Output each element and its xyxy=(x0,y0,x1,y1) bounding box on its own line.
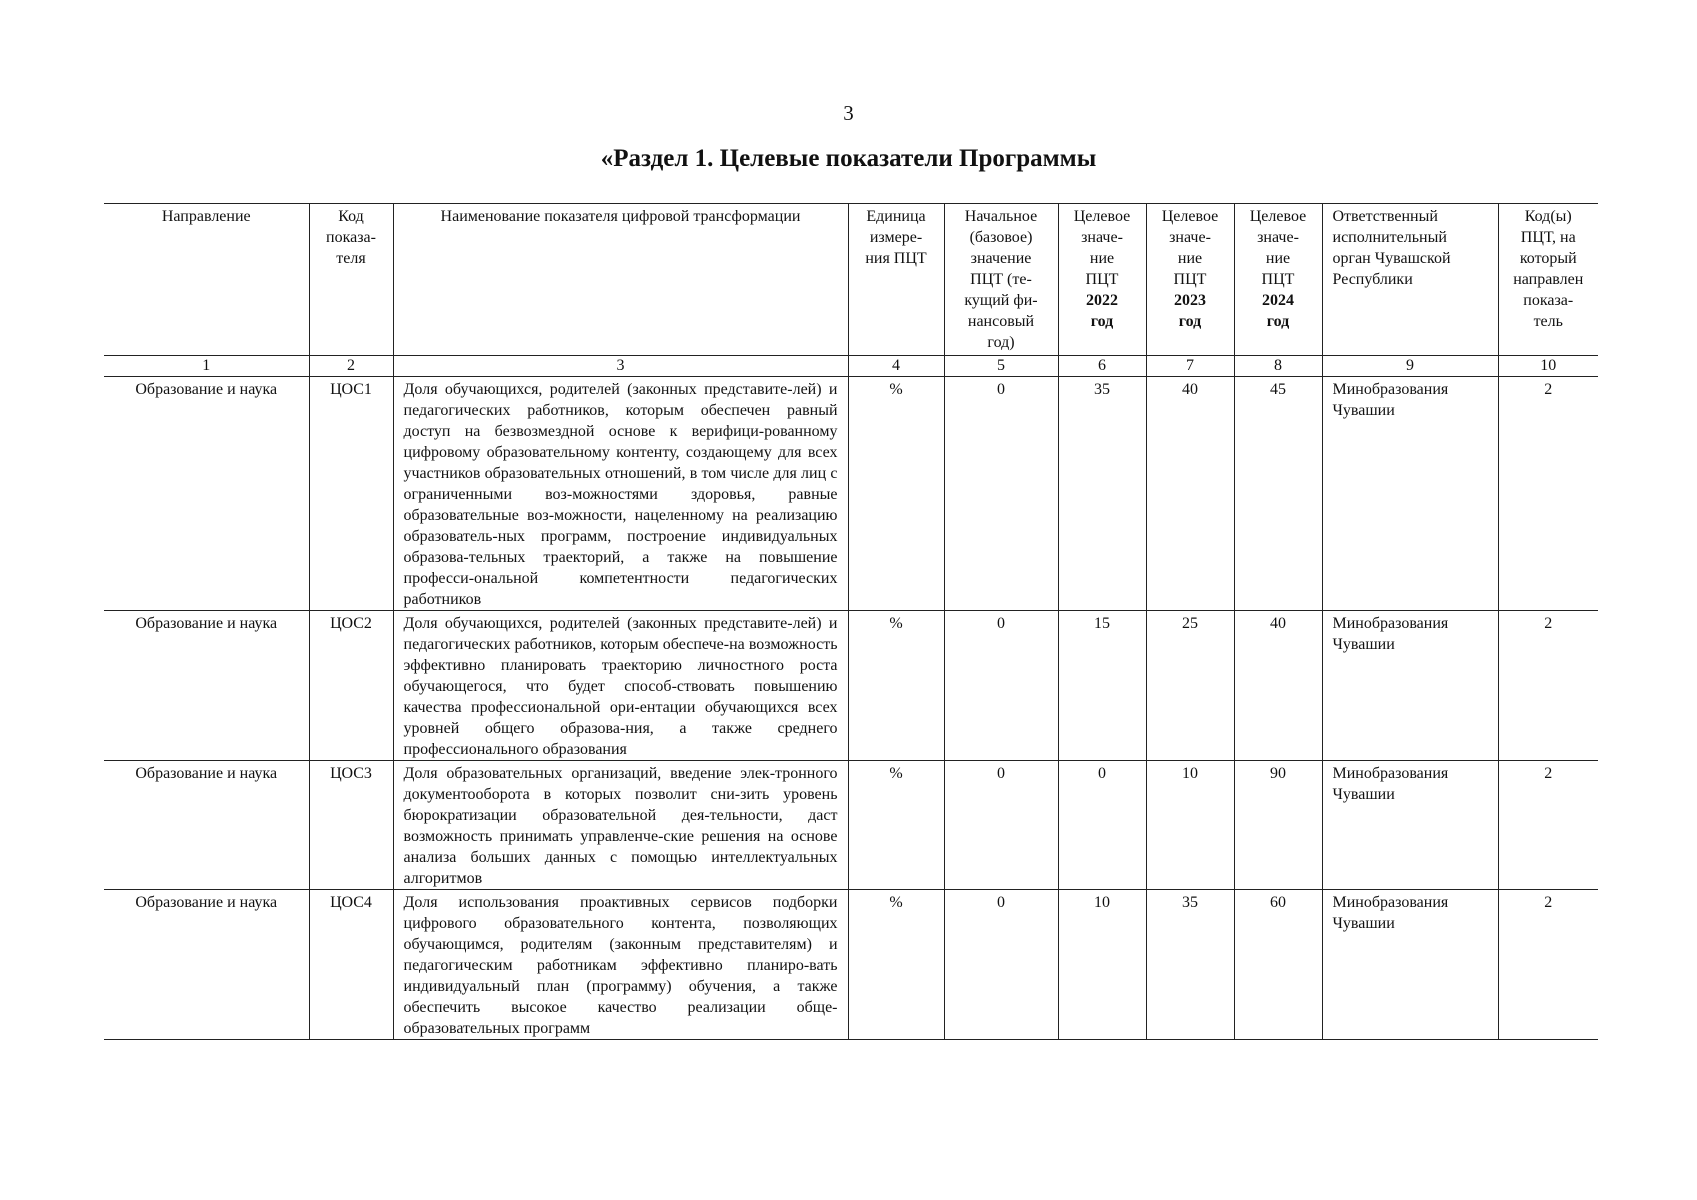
header-direction: Направление xyxy=(104,204,309,356)
row-base-value: 0 xyxy=(944,611,1058,761)
row-base-value: 0 xyxy=(944,890,1058,1040)
column-number: 8 xyxy=(1234,356,1322,377)
column-number: 2 xyxy=(309,356,393,377)
row-direction: Образование и наука xyxy=(104,761,309,890)
row-indicator-name: Доля обучающихся, родителей (законных представите-лей) и педагогических работников, которым обеспече-на возможность эффективно планировать траекторию личностного роста обучающегося, что будет способ-ствовать повышению качества профессиональной ори-ентации обучающихся всех уровней общего образова-ния, а также среднего профессионального образования xyxy=(393,611,848,761)
page-number: 3 xyxy=(843,101,854,125)
column-number-row xyxy=(104,356,1598,377)
row-target-2023: 10 xyxy=(1146,761,1234,890)
row-indicator-name: Доля использования проактивных сервисов подборки цифрового образовательного контента, позволяющих обучающимся, родителям (законным представителям) и педагогическим работникам эффективно планиро-вать индивидуальный план (программу) обучения, а также обеспечить высокое качество реализации обще-образовательных программ xyxy=(393,890,848,1040)
section-title: «Раздел 1. Целевые показатели Программы xyxy=(600,145,1097,172)
header-base-value: Начальное (базовое) значение ПЦТ (те- кущий фи- нансовый год) xyxy=(944,204,1058,356)
row-indicator-name: Доля обучающихся, родителей (законных представите-лей) и педагогических работников, которым обеспечен равный доступ на безвозмездной основе к верифици-рованному цифровому образовательному контенту, создающему для всех участников образовательных отношений, в том числе для лиц с ограниченными воз-можностями здоровья, равные образовательные воз-можности, нацеленному на реализацию образователь-ных программ, построение индивидуальных образова-тельных траекторий, а также на повышение професси-ональной компетентности педагогических работников xyxy=(393,377,848,611)
row-unit: % xyxy=(848,611,944,761)
row-code: ЦОС3 xyxy=(309,761,393,890)
column-number: 6 xyxy=(1058,356,1146,377)
row-target-2024: 40 xyxy=(1234,611,1322,761)
row-base-value: 0 xyxy=(944,761,1058,890)
row-target-2024: 45 xyxy=(1234,377,1322,611)
row-direction: Образование и наука xyxy=(104,611,309,761)
row-direction: Образование и наука xyxy=(104,890,309,1040)
row-code: ЦОС2 xyxy=(309,611,393,761)
row-target-2023: 40 xyxy=(1146,377,1234,611)
row-dt-codes: 2 xyxy=(1498,611,1598,761)
row-indicator-name: Доля образовательных организаций, введение элек-тронного документооборота в которых позволит сни-зить уровень бюрократизации образовательной дея-тельности, даст возможность принимать управленче-ские решения на основе анализа больших данных с помощью интеллектуальных алгоритмов xyxy=(393,761,848,890)
header-name: Наименование показателя цифровой трансформации xyxy=(393,204,848,356)
row-code: ЦОС4 xyxy=(309,890,393,1040)
column-number: 3 xyxy=(393,356,848,377)
header-responsible: Ответственный исполнительный орган Чувашской Республики xyxy=(1322,204,1498,356)
row-target-2022: 0 xyxy=(1058,761,1146,890)
row-target-2023: 35 xyxy=(1146,890,1234,1040)
table-header-row xyxy=(104,204,1598,356)
row-dt-codes: 2 xyxy=(1498,890,1598,1040)
row-unit: % xyxy=(848,761,944,890)
indicators-table xyxy=(104,203,1598,1040)
header-target-2022: Целевое значе- ние ПЦТ 2022 год xyxy=(1058,204,1146,356)
column-number: 9 xyxy=(1322,356,1498,377)
row-dt-codes: 2 xyxy=(1498,377,1598,611)
column-number: 5 xyxy=(944,356,1058,377)
row-target-2022: 35 xyxy=(1058,377,1146,611)
table-row xyxy=(104,890,1598,1040)
column-number: 1 xyxy=(104,356,309,377)
row-base-value: 0 xyxy=(944,377,1058,611)
column-number: 10 xyxy=(1498,356,1598,377)
row-direction: Образование и наука xyxy=(104,377,309,611)
row-code: ЦОС1 xyxy=(309,377,393,611)
header-target-2024: Целевое значе- ние ПЦТ 2024 год xyxy=(1234,204,1322,356)
header-unit: Единица измере- ния ПЦТ xyxy=(848,204,944,356)
header-target-2023: Целевое значе- ние ПЦТ 2023 год xyxy=(1146,204,1234,356)
table-row xyxy=(104,761,1598,890)
table-row xyxy=(104,377,1598,611)
row-target-2022: 10 xyxy=(1058,890,1146,1040)
row-responsible: Минобразования Чувашии xyxy=(1322,377,1498,611)
row-responsible: Минобразования Чувашии xyxy=(1322,761,1498,890)
row-dt-codes: 2 xyxy=(1498,761,1598,890)
row-unit: % xyxy=(848,890,944,1040)
row-target-2024: 90 xyxy=(1234,761,1322,890)
row-unit: % xyxy=(848,377,944,611)
row-responsible: Минобразования Чувашии xyxy=(1322,611,1498,761)
header-dt-codes: Код(ы) ПЦТ, на который направлен показа- тель xyxy=(1498,204,1598,356)
header-code: Код показа- теля xyxy=(309,204,393,356)
column-number: 7 xyxy=(1146,356,1234,377)
row-target-2023: 25 xyxy=(1146,611,1234,761)
row-responsible: Минобразования Чувашии xyxy=(1322,890,1498,1040)
row-target-2024: 60 xyxy=(1234,890,1322,1040)
row-target-2022: 15 xyxy=(1058,611,1146,761)
table-row xyxy=(104,611,1598,761)
column-number: 4 xyxy=(848,356,944,377)
